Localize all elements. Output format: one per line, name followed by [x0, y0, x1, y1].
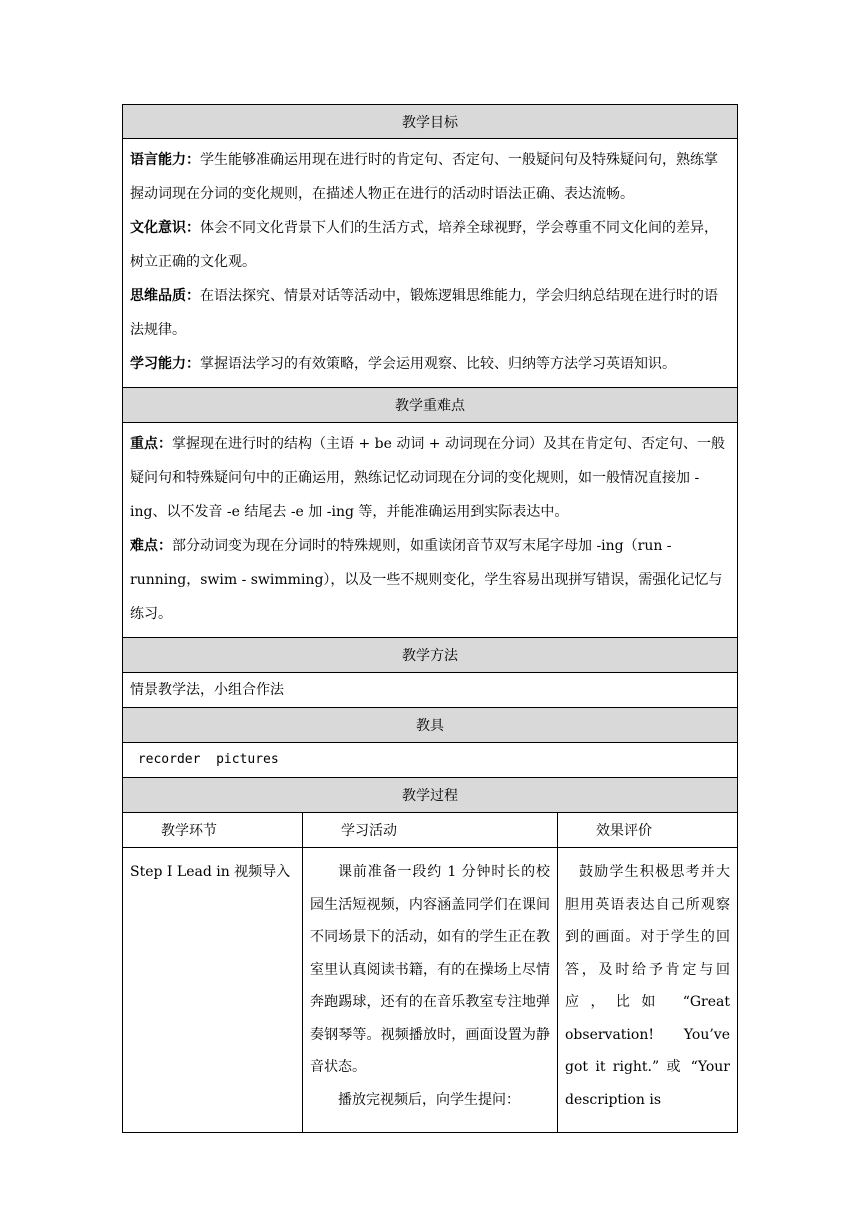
key-point-item: 重点：掌握现在进行时的结构（主语 + be 动词 + 动词现在分词）及其在肯定句、否定句、一般疑问句和特殊疑问句中的正确运用，熟练记忆动词现在分词的变化规则，如一般情况直接加 -ing、以不发音 -e 结尾去 -e 加 -ing 等，并能准确运用到实际表达中。 — [130, 436, 725, 520]
evaluation-cell — [558, 848, 737, 1132]
lesson-plan-table — [122, 104, 738, 1133]
methods-text: 情景教学法，小组合作法 — [122, 673, 738, 708]
tools-heading: 教具 — [122, 708, 738, 743]
objectives-heading: 教学目标 — [122, 104, 738, 139]
column-header-activity: 学习活动 — [303, 813, 558, 847]
difficult-point-item: 难点：部分动词变为现在分词时的特殊规则，如重读闭音节双写末尾字母加 -ing（run - running，swim - swimming），以及一些不规则变化，学生容易出现拼写错误，需强化记忆与练习。 — [130, 538, 723, 622]
activity-paragraph: 课前准备一段约 1 分钟时长的校园生活短视频，内容涵盖同学们在课间不同场景下的活动，如有的学生正在教室里认真阅读书籍，有的在操场上尽情奔跑踢球，还有的在音乐教室专注地弹奏钢琴等。视频播放时，画面设置为静音状态。 — [310, 864, 550, 1075]
objective-item: 语言能力：学生能够准确运用现在进行时的肯定句、否定句、一般疑问句及特殊疑问句，熟练掌握动词现在分词的变化规则，在描述人物正在进行的活动时语法正确、表达流畅。 — [130, 152, 718, 202]
stage-cell: Step I Lead in 视频导入 — [123, 848, 303, 1132]
objectives-body — [122, 139, 738, 388]
table-row — [122, 848, 738, 1133]
tools-text: recorder pictures — [122, 743, 738, 778]
objective-item: 思维品质：在语法探究、情景对话等活动中，锻炼逻辑思维能力，学会归纳总结现在进行时的语法规律。 — [130, 288, 718, 338]
column-header-evaluation: 效果评价 — [596, 823, 652, 839]
objective-item: 学习能力：掌握语法学习的有效策略，学会运用观察、比较、归纳等方法学习英语知识。 — [130, 356, 676, 372]
activity-paragraph: 播放完视频后，向学生提问： — [338, 1091, 520, 1108]
key-points-heading: 教学重难点 — [122, 388, 738, 423]
process-heading: 教学过程 — [122, 778, 738, 813]
evaluation-text: 鼓励学生积极思考并大胆用英语表达自己所观察到的画面。对于学生的回答，及时给予肯定与回应，比如 “Great observation! You’ve got it right.” 或 “Your description is — [565, 864, 730, 1108]
process-column-headers — [122, 813, 738, 848]
methods-heading: 教学方法 — [122, 638, 738, 673]
column-header-stage: 教学环节 — [123, 813, 303, 847]
activity-cell — [303, 848, 558, 1132]
key-points-body — [122, 423, 738, 638]
objective-item: 文化意识：体会不同文化背景下人们的生活方式，培养全球视野，学会尊重不同文化间的差异，树立正确的文化观。 — [130, 220, 718, 270]
